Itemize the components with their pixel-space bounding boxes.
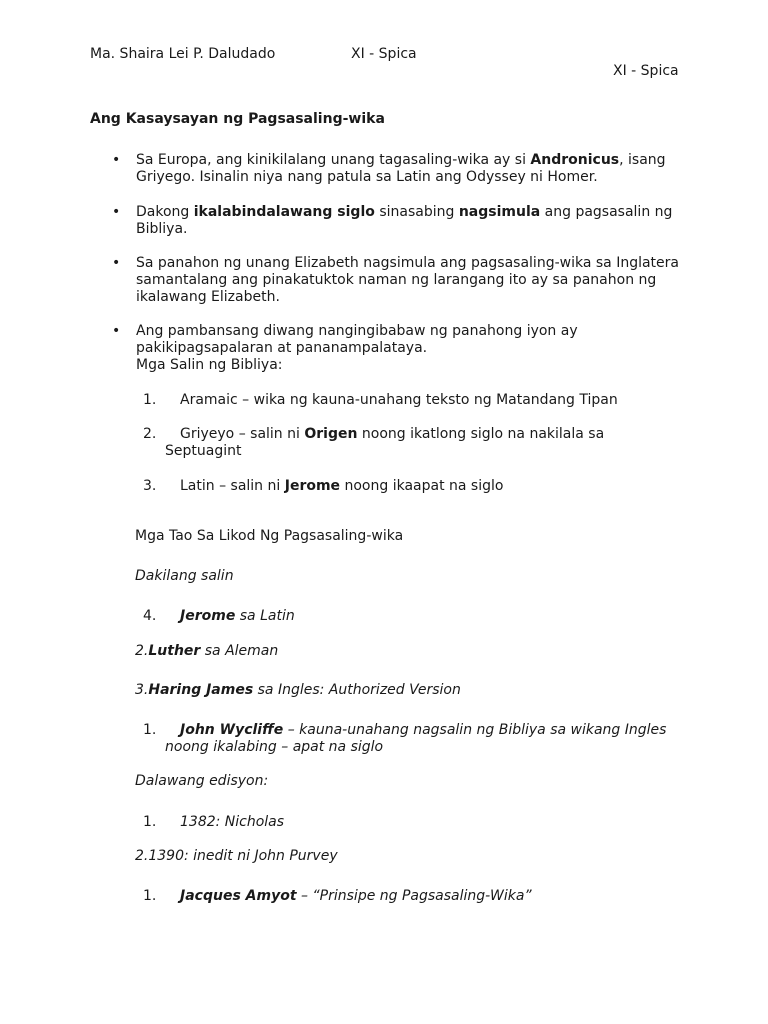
list-item-1382: 1382: Nicholas (180, 814, 285, 830)
bullet-item-4: Ang pambansang diwang nangingibabaw ng panahong iyon ay pakikipagsapalaran at pananampalataya. Mga Salin ng Bibliya: (136, 323, 578, 373)
list-number: 3. (143, 478, 157, 494)
student-name: Ma. Shaira Lei P. Daludado (90, 46, 276, 62)
bullet-marker: • (112, 255, 121, 271)
section-heading: Mga Tao Sa Likod Ng Pagsasaling-wika (135, 528, 404, 544)
list-item-wycliffe: John Wycliffe – kauna-unahang nagsalin ng Bibliya sa wikang Ingles (180, 722, 667, 738)
list-item-luther: 2.Luther sa Aleman (135, 643, 279, 659)
subheading-dakilang-salin: Dakilang salin (135, 568, 234, 584)
section-label: XI - Spica (351, 46, 417, 62)
section-label-right: XI - Spica (613, 63, 679, 79)
bullet-marker: • (112, 204, 121, 220)
list-item-jerome: Jerome sa Latin (180, 608, 295, 624)
list-item-amyot: Jacques Amyot – “Prinsipe ng Pagsasaling-Wika” (180, 888, 532, 904)
list-item-wycliffe-cont: noong ikalabing – apat na siglo (165, 739, 384, 755)
list-number: 1. (143, 814, 157, 830)
list-number: 1. (143, 722, 157, 738)
list-item-1390: 2.1390: inedit ni John Purvey (135, 848, 338, 864)
list-item-latin: Latin – salin ni Jerome noong ikaapat na siglo (180, 478, 504, 494)
bullet-marker: • (112, 152, 121, 168)
document-title: Ang Kasaysayan ng Pagsasaling-wika (90, 111, 385, 127)
list-item-aramaic: Aramaic – wika ng kauna-unahang teksto ng Matandang Tipan (180, 392, 618, 408)
bullet-item-2: Dakong ikalabindalawang siglo sinasabing nagsimula ang pagsasalin ng Bibliya. (136, 204, 673, 237)
list-number: 4. (143, 608, 157, 624)
list-number: 2. (143, 426, 157, 442)
list-item-griyeyo: Griyeyo – salin ni Origen noong ikatlong siglo na nakilala sa (180, 426, 605, 442)
subheading-dalawang-edisyon: Dalawang edisyon: (135, 773, 269, 789)
bullet-marker: • (112, 323, 121, 339)
list-item-james: 3.Haring James sa Ingles: Authorized Version (135, 682, 461, 698)
list-number: 1. (143, 888, 157, 904)
bullet-item-1: Sa Europa, ang kinikilalang unang tagasaling-wika ay si Andronicus, isang Griyego. Isinalin niya nang patula sa Latin ang Odyssey ni Homer. (136, 152, 666, 185)
list-number: 1. (143, 392, 157, 408)
bullet-item-3: Sa panahon ng unang Elizabeth nagsimula ang pagsasaling-wika sa Inglatera samantalang ang pinakatuktok naman ng larangang ito ay sa panahon ng ikalawang Elizabeth. (136, 255, 679, 305)
list-item-griyeyo-cont: Septuagint (165, 443, 242, 459)
